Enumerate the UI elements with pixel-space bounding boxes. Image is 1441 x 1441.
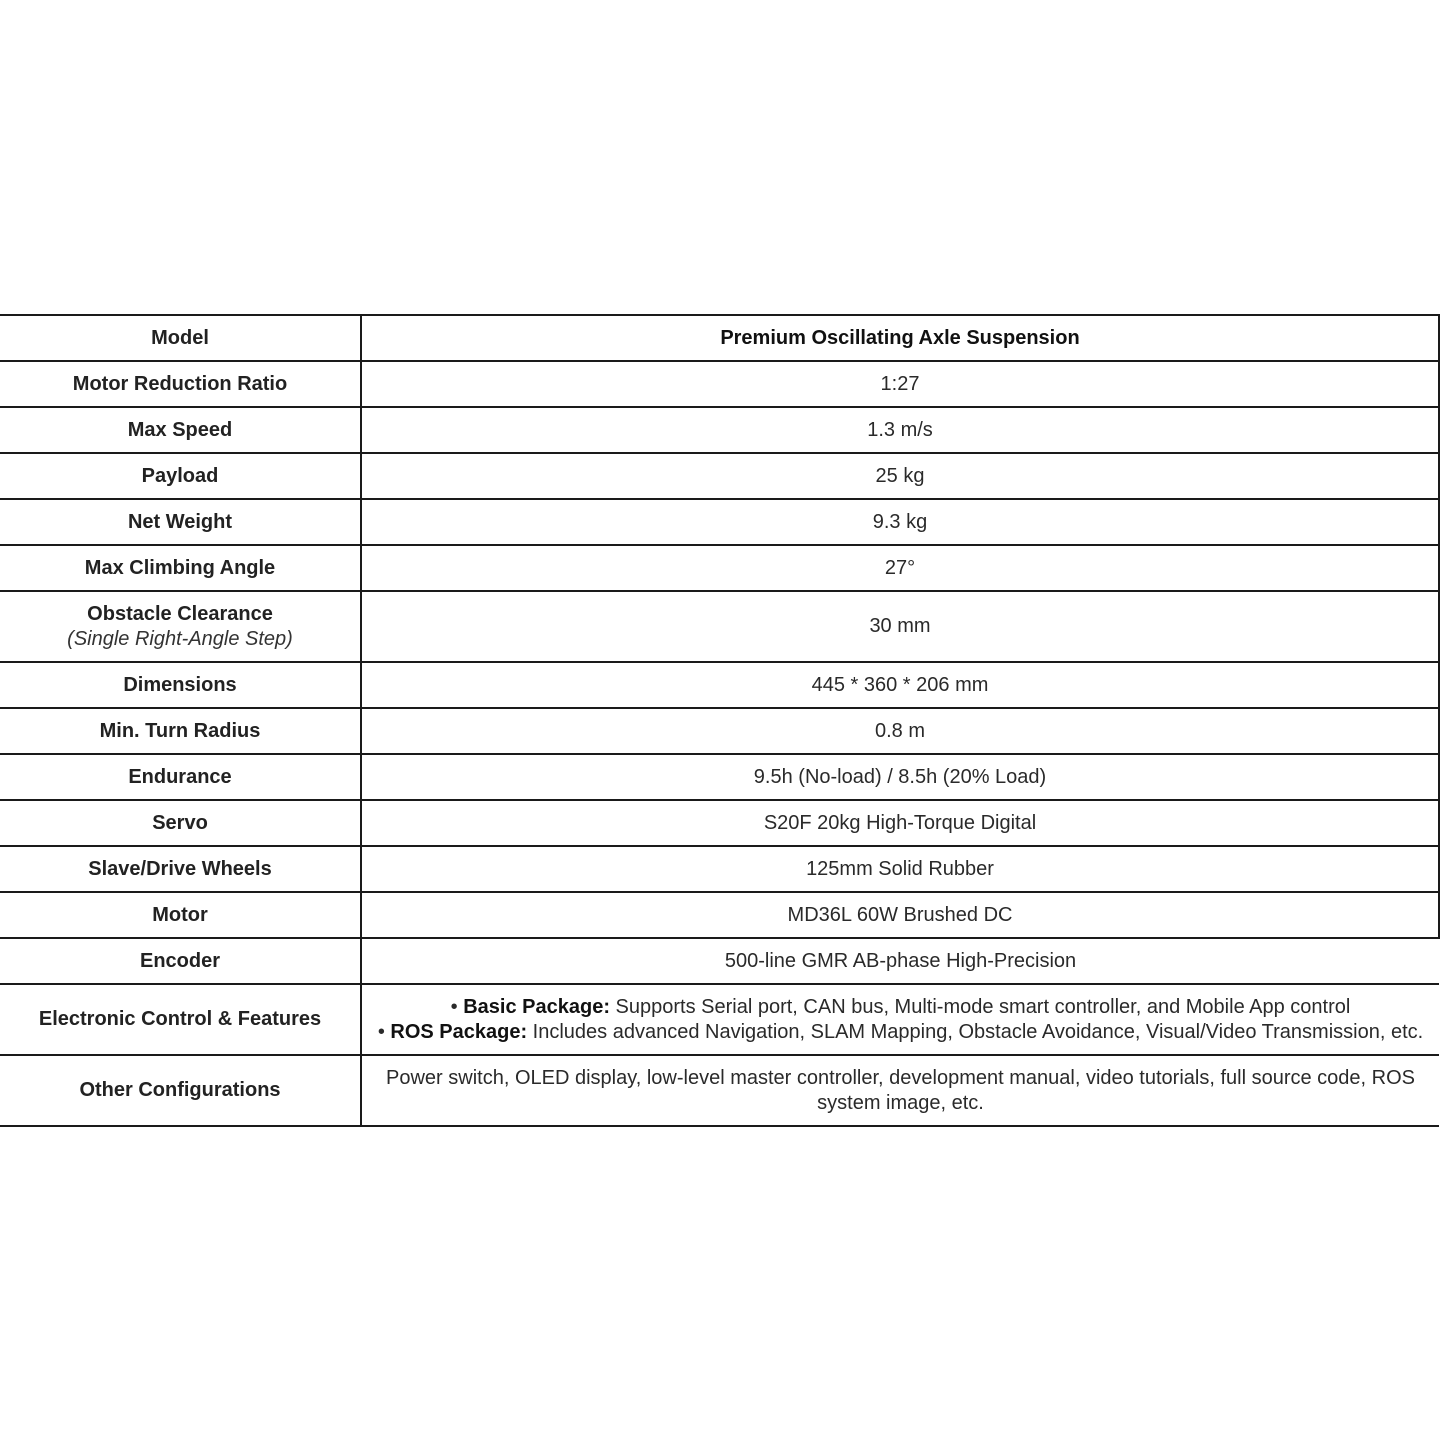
row-value-encoder: 500-line GMR AB-phase High-Precision [361,938,1439,984]
row-value-min-turn-radius: 0.8 m [361,708,1439,754]
feature-text: Supports Serial port, CAN bus, Multi-mode smart controller, and Mobile App control [609,995,1351,1018]
feature-key: ROS Package: [390,1020,528,1043]
row-value-motor-reduction-ratio: 1:27 [361,361,1439,407]
row-label-motor: Motor [0,892,361,938]
row-value-payload: 25 kg [361,453,1439,499]
feature-basic-package [370,995,1431,1020]
row-label-dimensions: Dimensions [0,662,361,708]
table-row [0,800,1439,846]
row-label-motor-reduction-ratio: Motor Reduction Ratio [0,361,361,407]
row-value-endurance: 9.5h (No-load) / 8.5h (20% Load) [361,754,1439,800]
table-row [0,846,1439,892]
spec-table [0,314,1440,1127]
bullet: • [377,1020,391,1043]
table-row [0,315,1439,361]
table-row [0,938,1439,984]
row-value-max-climbing-angle: 27° [361,545,1439,591]
row-label-min-turn-radius: Min. Turn Radius [0,708,361,754]
table-row [0,984,1439,1055]
row-value-net-weight: 9.3 kg [361,499,1439,545]
row-value-slave-drive-wheels: 125mm Solid Rubber [361,846,1439,892]
table-row [0,892,1439,938]
table-row [0,1055,1439,1126]
row-label-servo: Servo [0,800,361,846]
obstacle-clearance-note: (Single Right-Angle Step) [67,627,293,650]
feature-text: Includes advanced Navigation, SLAM Mapping, Obstacle Avoidance, Visual/Video Transmission, etc. [527,1020,1424,1043]
row-value-motor: MD36L 60W Brushed DC [361,892,1439,938]
row-label-obstacle-clearance [0,591,361,662]
row-value-max-speed: 1.3 m/s [361,407,1439,453]
row-value-dimensions: 445 * 360 * 206 mm [361,662,1439,708]
row-value-other-configurations: Power switch, OLED display, low-level master controller, development manual, video tutorials, full source code, ROS system image, etc. [361,1055,1439,1126]
row-label-endurance: Endurance [0,754,361,800]
table-row [0,708,1439,754]
row-label-payload: Payload [0,453,361,499]
feature-ros-package [370,1020,1431,1045]
table-row [0,545,1439,591]
row-value-model: Premium Oscillating Axle Suspension [361,315,1439,361]
row-label-other-configurations: Other Configurations [0,1055,361,1126]
table-row [0,591,1439,662]
row-label-slave-drive-wheels: Slave/Drive Wheels [0,846,361,892]
row-label-electronic-control: Electronic Control & Features [0,984,361,1055]
row-label-encoder: Encoder [0,938,361,984]
row-value-electronic-control [361,984,1439,1055]
obstacle-clearance-title: Obstacle Clearance [87,602,273,625]
table-row [0,499,1439,545]
bullet: • [450,995,464,1018]
row-value-servo: S20F 20kg High-Torque Digital [361,800,1439,846]
feature-key: Basic Package: [463,995,610,1018]
row-value-obstacle-clearance: 30 mm [361,591,1439,662]
table-row [0,662,1439,708]
table-row [0,407,1439,453]
row-label-max-speed: Max Speed [0,407,361,453]
table-row [0,453,1439,499]
table-row [0,361,1439,407]
row-label-net-weight: Net Weight [0,499,361,545]
table-row [0,754,1439,800]
row-label-model: Model [0,315,361,361]
row-label-max-climbing-angle: Max Climbing Angle [0,545,361,591]
